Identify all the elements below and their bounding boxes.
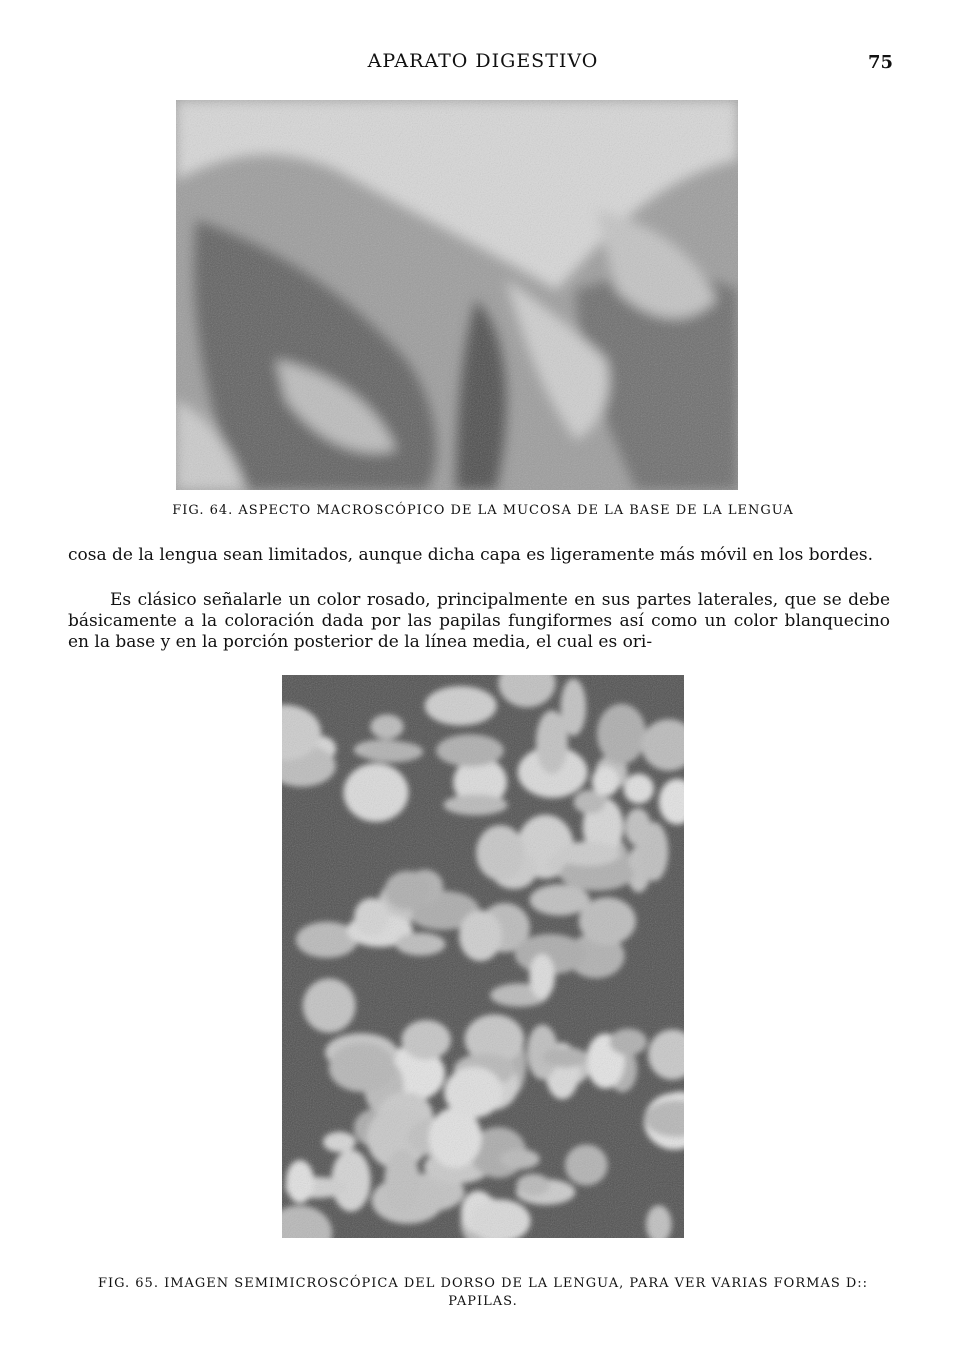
- figure-64-caption: FIG. 64. ASPECTO MACROSCÓPICO DE LA MUCOSA DE LA BASE DE LA LENGUA: [172, 503, 794, 518]
- running-head: APARATO DIGESTIVO: [367, 50, 599, 72]
- figure-65-photo: [282, 675, 684, 1238]
- figure-65-caption: FIG. 65. IMAGEN SEMIMICROSCÓPICA DEL DORSO DE LA LENGUA, PARA VER VARIAS FORMAS D:: PAPILAS.: [97, 1276, 869, 1309]
- figure-64-photo: [176, 100, 738, 490]
- paragraph-1: cosa de la lengua sean limitados, aunque dicha capa es ligeramente más móvil en los bordes.: [68, 545, 874, 565]
- page-number: 75: [868, 52, 894, 73]
- paragraph-2: Es clásico señalarle un color rosado, principalmente en sus partes laterales, que se debe básicamente a la coloración dada por las papilas fungiformes así como un color blanquecino en la base y en la porción posterior de la línea media, el cual es ori-: [68, 590, 890, 652]
